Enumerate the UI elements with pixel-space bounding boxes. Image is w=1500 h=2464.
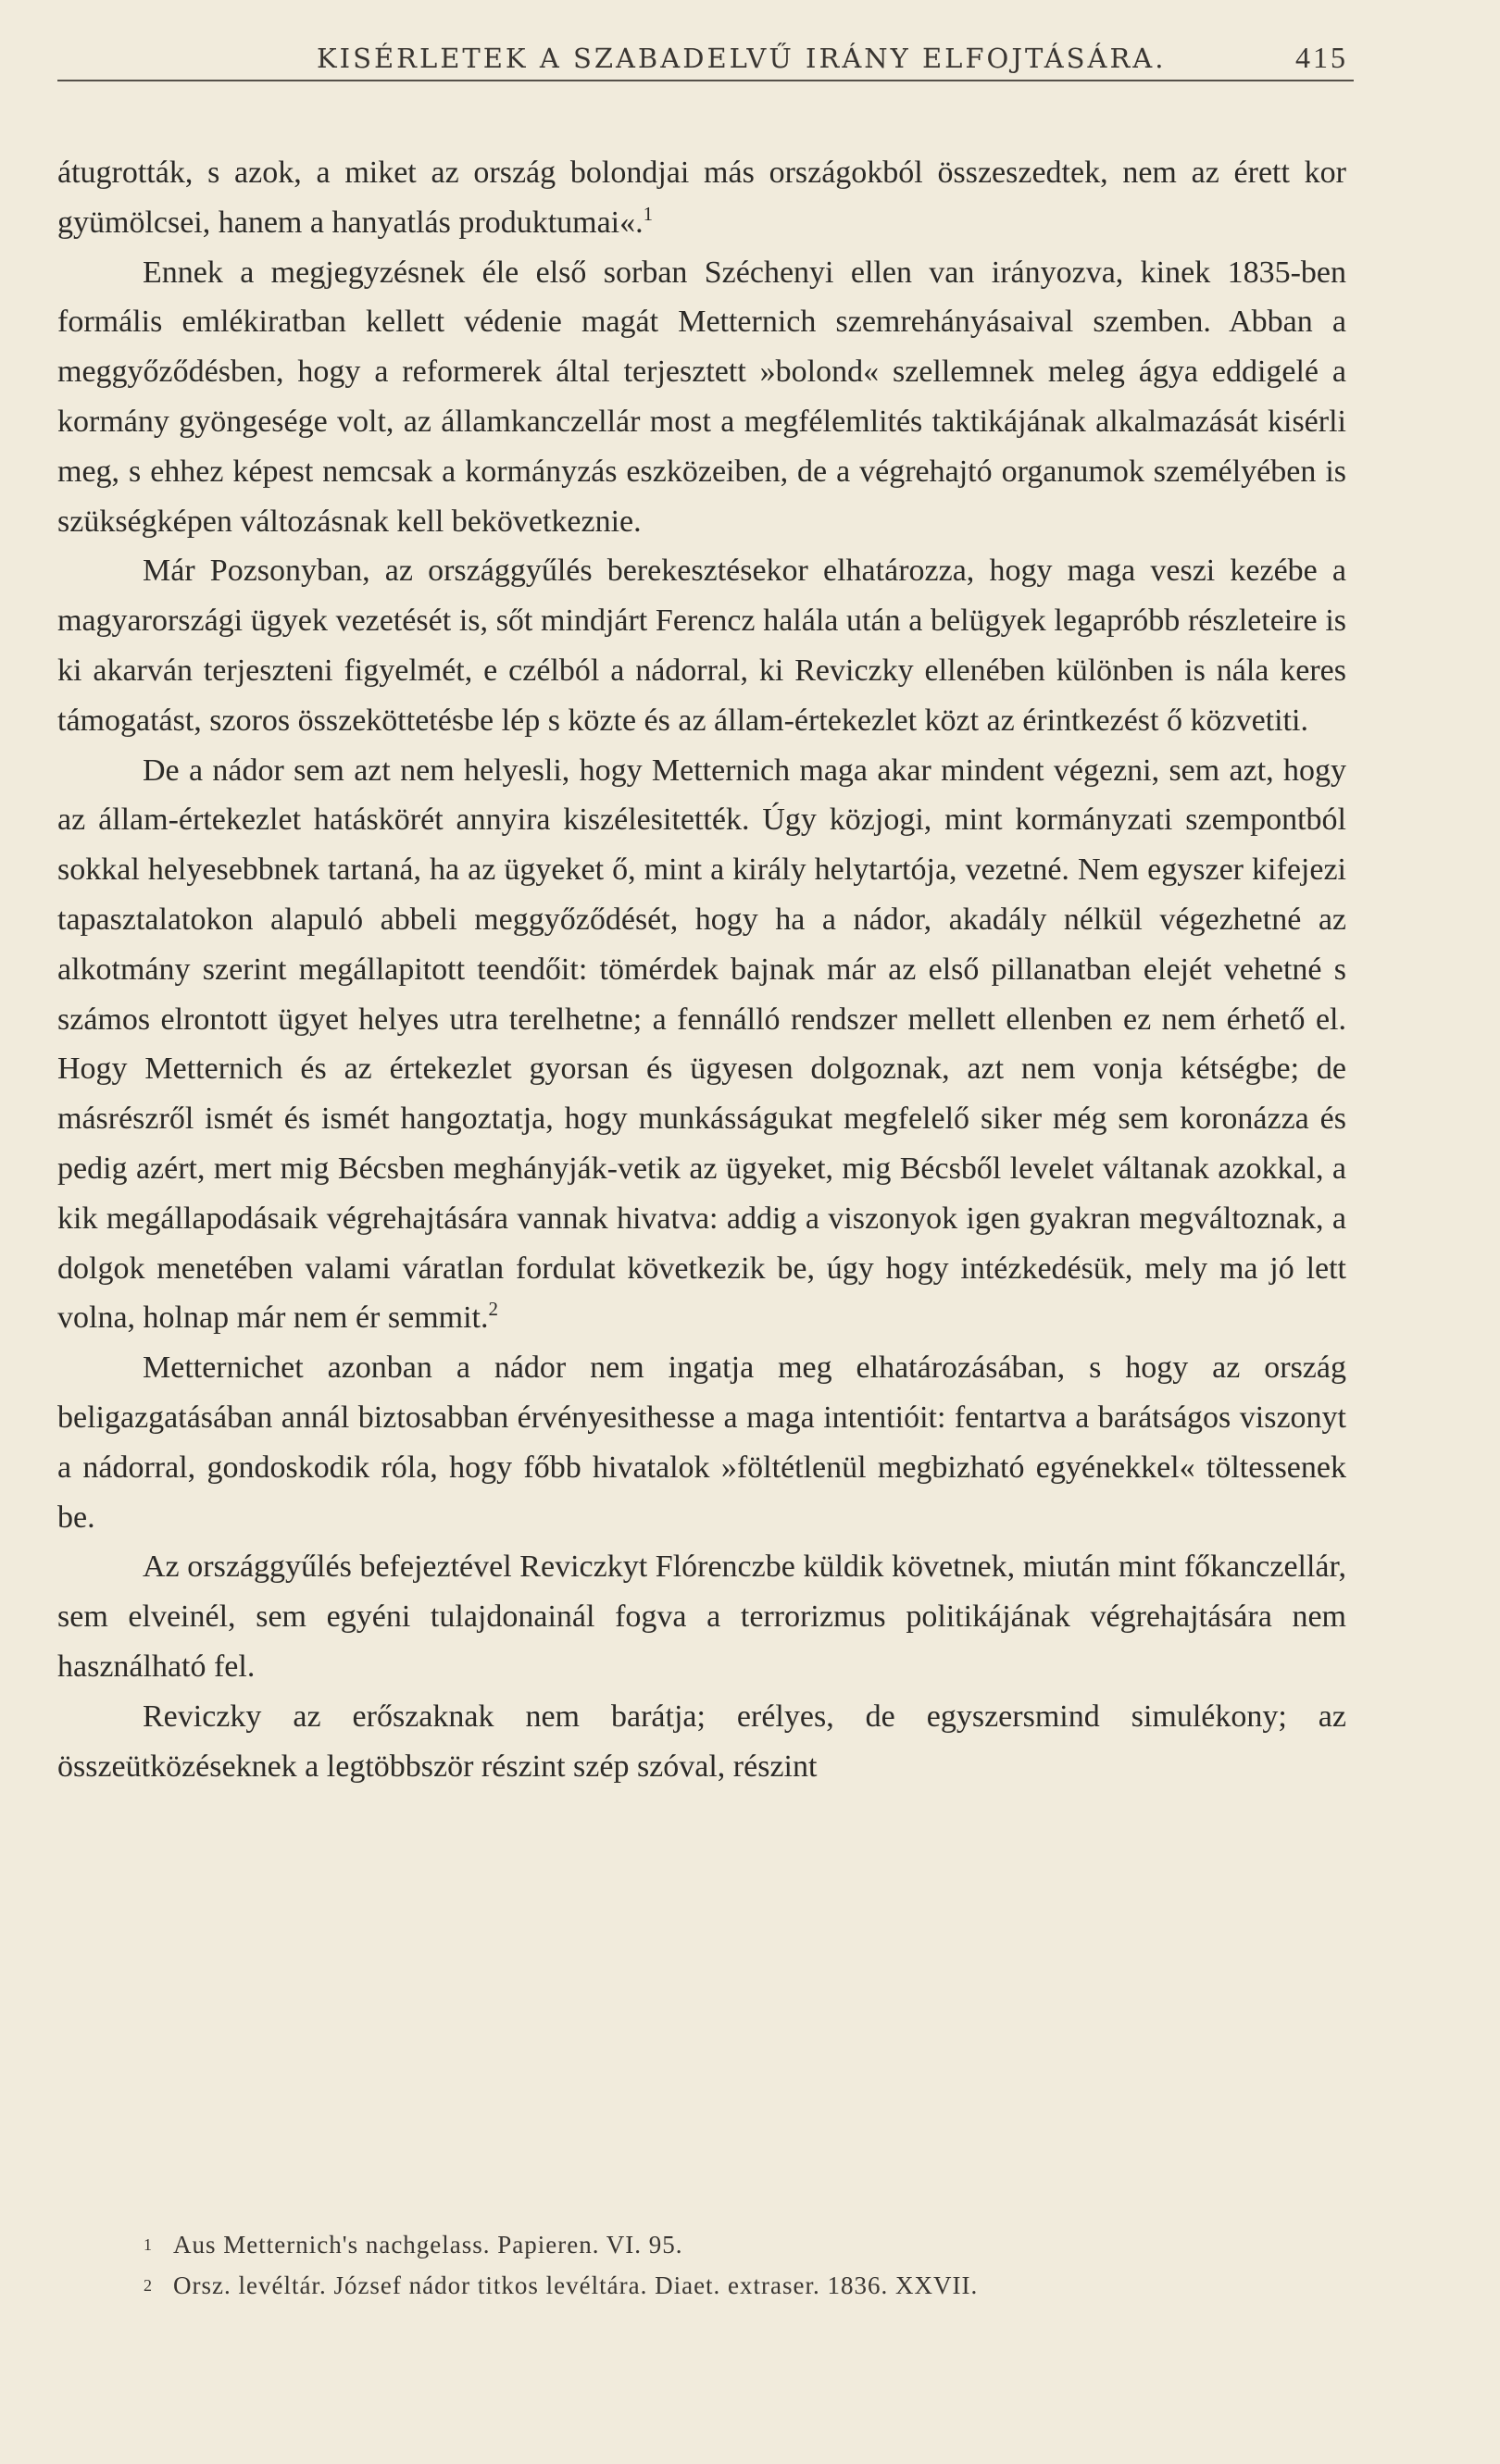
footnote-ref: 2 (488, 1298, 498, 1321)
footnote-text: Orsz. levéltár. József nádor titkos levéltára. Diaet. extraser. 1836. XXVII. (173, 2271, 979, 2299)
page-header (57, 35, 1354, 81)
paragraph (57, 546, 1346, 745)
paragraph-text: átugrották, s azok, a miket az ország bolondjai más országokból összeszedtek, nem az érett kor gyümölcsei, hanem a hanyatlás produktumai«. (57, 156, 1346, 240)
paragraph (57, 1692, 1346, 1792)
footnote-ref: 1 (643, 202, 654, 225)
body-text (57, 148, 1346, 1791)
paragraph-text: Reviczky az erőszaknak nem barátja; erélyes, de egyszersmind simulékony; az összeütközéseknek a legtöbbször részint szép szóval, részint (57, 1699, 1346, 1784)
footnote (144, 2265, 1347, 2306)
footnote (144, 2224, 1347, 2265)
footnote-mark: 1 (144, 2235, 153, 2254)
paragraph (57, 1343, 1346, 1542)
paragraph (57, 746, 1346, 1344)
page-number: 415 (1295, 41, 1348, 74)
paragraph-text: Metternichet azonban a nádor nem ingatja meg elhatározásában, s hogy az ország beligazgatásában annál biztosabban érvényesithesse a maga intentióit: fentartva a barátságos viszonyt a nádorral, gondoskodik róla, hogy főbb hivatalok »föltétlenül megbizható egyénekkel« töltessenek be. (57, 1350, 1346, 1535)
footnote-mark: 2 (144, 2276, 153, 2295)
paragraph-text: Ennek a megjegyzésnek éle első sorban Széchenyi ellen van irányozva, kinek 1835-ben formális emlékiratban kellett védenie magát Metternich szemrehányásaival szemben. Abban a meggyőződésben, hogy a reformerek által terjesztett »bolond« szellemnek meleg ágya eddigelé a kormány gyöngesége volt, az államkanczellár most a megfélemlités taktikájának alkalmazását kisérli meg, s ehhez képest nemcsak a kormányzás eszközeiben, de a végrehajtó organumok személyében is szükségképen változásnak kell bekövetkeznie. (57, 255, 1346, 539)
footnotes (144, 2224, 1347, 2306)
paragraph-text: Már Pozsonyban, az országgyűlés berekesztésekor elhatározza, hogy maga veszi kezébe a magyarországi ügyek vezetését is, sőt mindjárt Ferencz halála után a belügyek legapróbb részleteire is ki akarván terjeszteni figyelmét, e czélból a nádorral, ki Reviczky ellenében különben is nála keres támogatást, szoros összeköttetésbe lép s közte és az állam-értekezlet közt az érintkezést ő közvetiti. (57, 554, 1346, 738)
footnote-text: Aus Metternich's nachgelass. Papieren. VI. 95. (173, 2231, 683, 2259)
running-title: KISÉRLETEK A SZABADELVŰ IRÁNY ELFOJTÁSÁRA. (317, 43, 1167, 74)
paragraph (57, 148, 1346, 248)
paragraph-text: Az országgyűlés befejeztével Reviczkyt Flórenczbe küldik követnek, miután mint főkanczellár, sem elveinél, sem egyéni tulajdonainál fogva a terrorizmus politikájának végrehajtására nem használható fel. (57, 1549, 1346, 1684)
paragraph (57, 248, 1346, 547)
paragraph-text: De a nádor sem azt nem helyesli, hogy Metternich maga akar mindent végezni, sem azt, hogy az állam-értekezlet hatáskörét annyira kiszélesitették. Úgy közjogi, mint kormányzati szempontból sokkal helyesebbnek tartaná, ha az ügyeket ő, mint a király helytartója, vezetné. Nem egyszer kifejezi tapasztalatokon alapuló abbeli meggyőződését, hogy ha a nádor, akadály nélkül végezhetné az alkotmány szerint megállapitott teendőit: tömérdek bajnak már az első pillanatban elejét vehetné s számos elrontott ügyet helyes utra terelhetne; a fennálló rendszer mellett ellenben ez nem érhető el. Hogy Metternich és az értekezlet gyorsan és ügyesen dolgoznak, azt nem vonja kétségbe; de másrészről ismét és ismét hangoztatja, hogy munkásságukat megfelelő siker még sem koronázza és pedig azért, mert mig Bécsben meghányják-vetik az ügyeket, mig Bécsből levelet váltanak azokkal, a kik megállapodásaik végrehajtására vannak hivatva: addig a viszonyok igen gyakran megváltoznak, a dolgok menetében valami váratlan fordulat következik be, úgy hogy intézkedésük, mely ma jó lett volna, holnap már nem ér semmit. (57, 753, 1346, 1336)
paragraph (57, 1542, 1346, 1691)
